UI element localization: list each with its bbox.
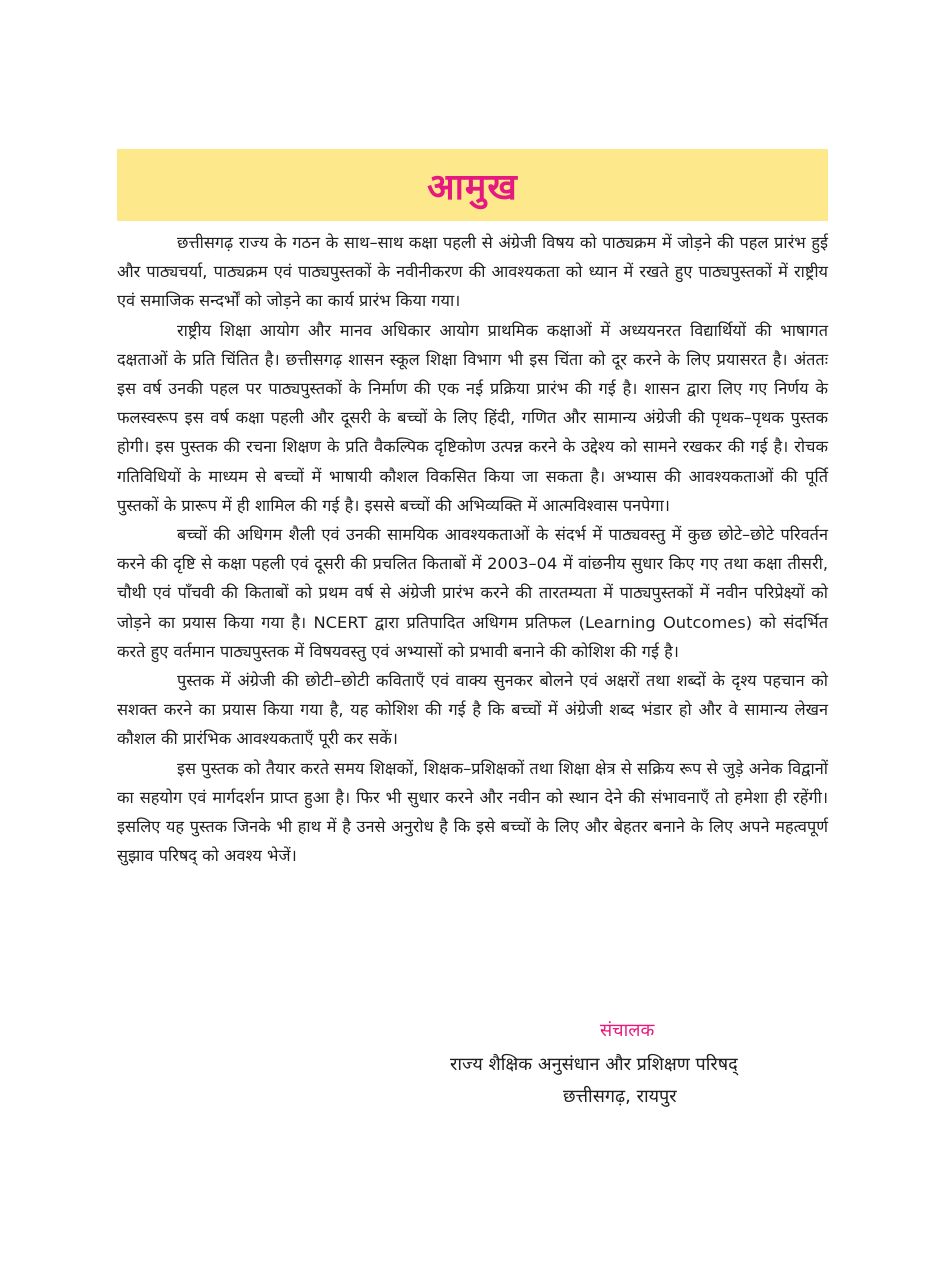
paragraph-2: राष्ट्रीय शिक्षा आयोग और मानव अधिकार आयोग प्राथमिक कक्षाओं में अध्ययनरत विद्यार्थियों की भाषागत दक्षताओं के प्रति चिंतित है। छत्तीसगढ़ शासन स्कूल शिक्षा विभाग भी इस चिंता को दूर करने के लिए प्रयासरत है। अंततः इस वर्ष उनकी पहल पर पाठ्यपुस्तकों के निर्माण की एक नई प्रक्रिया प्रारंभ की गई है। शासन द्वारा लिए गए निर्णय के फलस्वरूप इस वर्ष कक्षा पहली और दूसरी के बच्चों के लिए हिंदी, गणित और सामान्य अंग्रेजी की पृथक–पृथक पुस्तक होगी। इस पुस्तक की रचना शिक्षण के प्रति वैकल्पिक दृष्टिकोण उत्पन्न करने के उद्देश्य को सामने रखकर की गई है। रोचक गतिविधियों के माध्यम से बच्चों में भाषायी कौशल विकसित किया जा सकता है। अभ्यास की आवश्यकताओं की पूर्ति पुस्तकों के प्रारूप में ही शामिल की गई है। इससे बच्चों की अभिव्यक्ति में आत्मविश्वास पनपेगा। [117, 320, 828, 515]
signatory-place: छत्तीसगढ़, रायपुर [563, 1086, 677, 1107]
paragraph-1: छत्तीसगढ़ राज्य के गठन के साथ–साथ कक्षा पहली से अंग्रेजी विषय को पाठ्यक्रम में जोड़ने की पहल प्रारंभ हुई और पाठ्यचर्या, पाठ्यक्रम एवं पाठ्यपुस्तकों के नवीनीकरण की आवश्यकता को ध्यान में रखते हुए पाठ्यपुस्तकों में राष्ट्रीय एवं समाजिक सन्दर्भों को जोड़ने का कार्य प्रारंभ किया गया। [117, 233, 828, 311]
paragraph-3: बच्चों की अधिगम शैली एवं उनकी सामयिक आवश्यकताओं के संदर्भ में पाठ्यवस्तु में कुछ छोटे–छोटे परिवर्तन करने की दृष्टि से कक्षा पहली एवं दूसरी की प्रचलित किताबों में 2003–04 में वांछनीय सुधार किए गए तथा कक्षा तीसरी, चौथी एवं पाँचवी की किताबों को प्रथम वर्ष से अंग्रेजी प्रारंभ करने की तारतम्यता में पाठ्यपुस्तकों में नवीन परिप्रेक्ष्यों को जोड़ने का प्रयास किया गया है। NCERT द्वारा प्रतिपादित अधिगम प्रतिफल (Learning Outcomes) को संदर्भित करते हुए वर्तमान पाठ्यपुस्तक में विषयवस्तु एवं अभ्यासों को प्रभावी बनाने की कोशिश की गई है। [117, 525, 828, 661]
foreword-body [117, 228, 828, 870]
title-banner [117, 149, 828, 221]
signatory-title: संचालक [600, 1020, 655, 1041]
paragraph-5: इस पुस्तक को तैयार करते समय शिक्षकों, शिक्षक–प्रशिक्षकों तथा शिक्षा क्षेत्र से सक्रिय रूप से जुड़े अनेक विद्वानों का सहयोग एवं मार्गदर्शन प्राप्त हुआ है। फिर भी सुधार करने और नवीन को स्थान देने की संभावनाएँ तो हमेशा ही रहेंगी। इसलिए यह पुस्तक जिनके भी हाथ में है उनसे अनुरोध है कि इसे बच्चों के लिए और बेहतर बनाने के लिए अपने महत्वपूर्ण सुझाव परिषद् को अवश्य भेजें। [117, 758, 828, 866]
paragraph-4: पुस्तक में अंग्रेजी की छोटी–छोटी कविताएँ एवं वाक्य सुनकर बोलने एवं अक्षरों तथा शब्दों के दृश्य पहचान को सशक्त करने का प्रयास किया गया है, यह कोशिश की गई है कि बच्चों में अंग्रेजी शब्द भंडार हो और वे सामान्य लेखन कौशल की प्रारंभिक आवश्यकताएँ पूरी कर सकें। [117, 671, 828, 749]
page-title: आमुख [427, 166, 518, 208]
signatory-organization: राज्य शैक्षिक अनुसंधान और प्रशिक्षण परिषद् [450, 1054, 738, 1075]
